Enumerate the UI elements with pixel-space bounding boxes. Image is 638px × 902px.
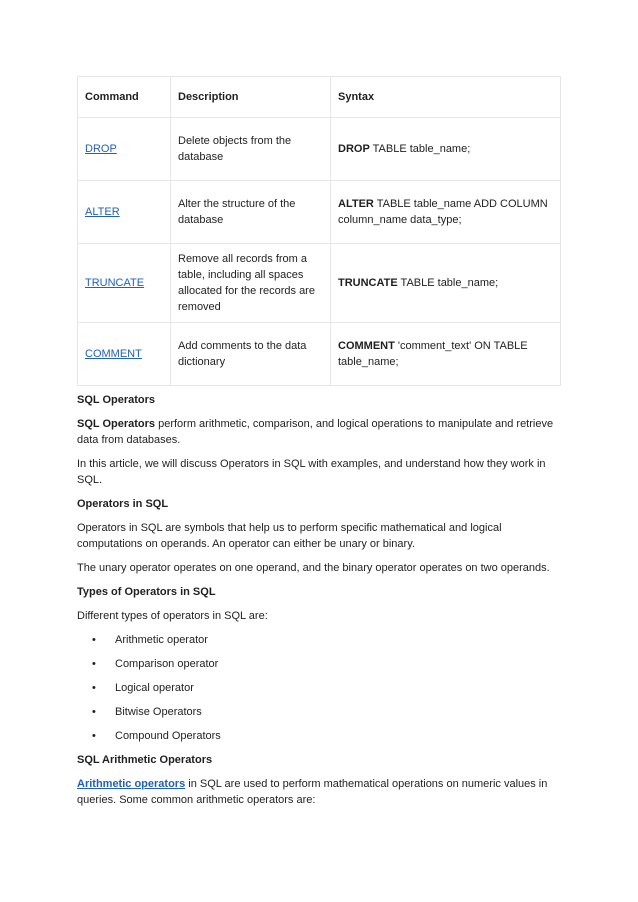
bullet-icon: • — [92, 658, 96, 670]
table-row — [78, 323, 561, 386]
truncate-link[interactable]: TRUNCATE — [85, 277, 145, 289]
sql-operators-text: perform arithmetic, comparison, and logical operations to manipulate and retrieve data from databases. — [77, 418, 554, 446]
table-row — [78, 244, 561, 323]
unary-paragraph: The unary operator operates on one operand, and the binary operator operates on two operands. — [77, 562, 550, 574]
arithmetic-text: in SQL are used to perform mathematical operations on numeric values in queries. Some common arithmetic operators are: — [77, 778, 548, 806]
list-item: • Bitwise Operators — [92, 706, 202, 718]
table-cell-description: Remove all records from a table, including all spaces allocated for the records are removed — [171, 244, 331, 323]
syntax-rest: 'comment_text' ON TABLE table_name; — [338, 340, 528, 368]
table-header-row — [78, 77, 561, 118]
table-cell-description: Delete objects from the database — [171, 118, 331, 181]
arithmetic-heading: SQL Arithmetic Operators — [77, 754, 213, 766]
arithmetic-operators-link[interactable]: Arithmetic operators — [77, 778, 186, 790]
alter-link[interactable]: ALTER — [85, 206, 120, 218]
list-item: • Logical operator — [92, 682, 194, 694]
sql-operators-heading: SQL Operators — [77, 394, 156, 406]
article-paragraph: In this article, we will discuss Operators in SQL with examples, and understand how they work in SQL. — [77, 458, 546, 486]
table-row — [78, 181, 561, 244]
table-cell-syntax — [331, 323, 561, 386]
table-cell-syntax — [331, 118, 561, 181]
table-cell-syntax — [331, 244, 561, 323]
table-cell-description: Add comments to the data dictionary — [171, 323, 331, 386]
syntax-rest: TABLE table_name ADD COLUMN column_name data_type; — [338, 198, 548, 226]
types-intro: Different types of operators in SQL are: — [77, 610, 268, 622]
header-description: Description — [171, 77, 331, 118]
bullet-icon: • — [92, 730, 96, 742]
syntax-rest: TABLE table_name; — [397, 277, 499, 289]
arithmetic-paragraph — [77, 776, 561, 808]
list-item: • Compound Operators — [92, 730, 221, 742]
table-row — [78, 118, 561, 181]
operators-in-sql-heading: Operators in SQL — [77, 498, 169, 510]
bullet-icon: • — [92, 706, 96, 718]
bullet-icon: • — [92, 682, 96, 694]
list-item: • Arithmetic operator — [92, 634, 208, 646]
operators-in-sql-paragraph: Operators in SQL are symbols that help us to perform specific mathematical and logical computations on operands. An operator can either be unary or binary. — [77, 522, 502, 550]
document-page — [77, 76, 561, 808]
sql-operators-paragraph — [77, 416, 561, 448]
types-heading: Types of Operators in SQL — [77, 586, 216, 598]
table-cell-syntax — [331, 181, 561, 244]
ddl-commands-table — [77, 76, 561, 386]
header-syntax: Syntax — [331, 77, 561, 118]
bullet-icon: • — [92, 634, 96, 646]
syntax-rest: TABLE table_name; — [369, 143, 471, 155]
comment-link[interactable]: COMMENT — [85, 348, 142, 360]
sql-operators-bold: SQL Operators — [77, 418, 156, 430]
table-cell-description: Alter the structure of the database — [171, 181, 331, 244]
header-command: Command — [78, 77, 171, 118]
syntax-keyword: ALTER — [338, 198, 374, 210]
list-item: • Comparison operator — [92, 658, 219, 670]
syntax-keyword: DROP — [338, 143, 370, 155]
operator-types-list — [77, 632, 561, 744]
syntax-keyword: TRUNCATE — [338, 277, 398, 289]
drop-link[interactable]: DROP — [85, 143, 117, 155]
syntax-keyword: COMMENT — [338, 340, 395, 352]
